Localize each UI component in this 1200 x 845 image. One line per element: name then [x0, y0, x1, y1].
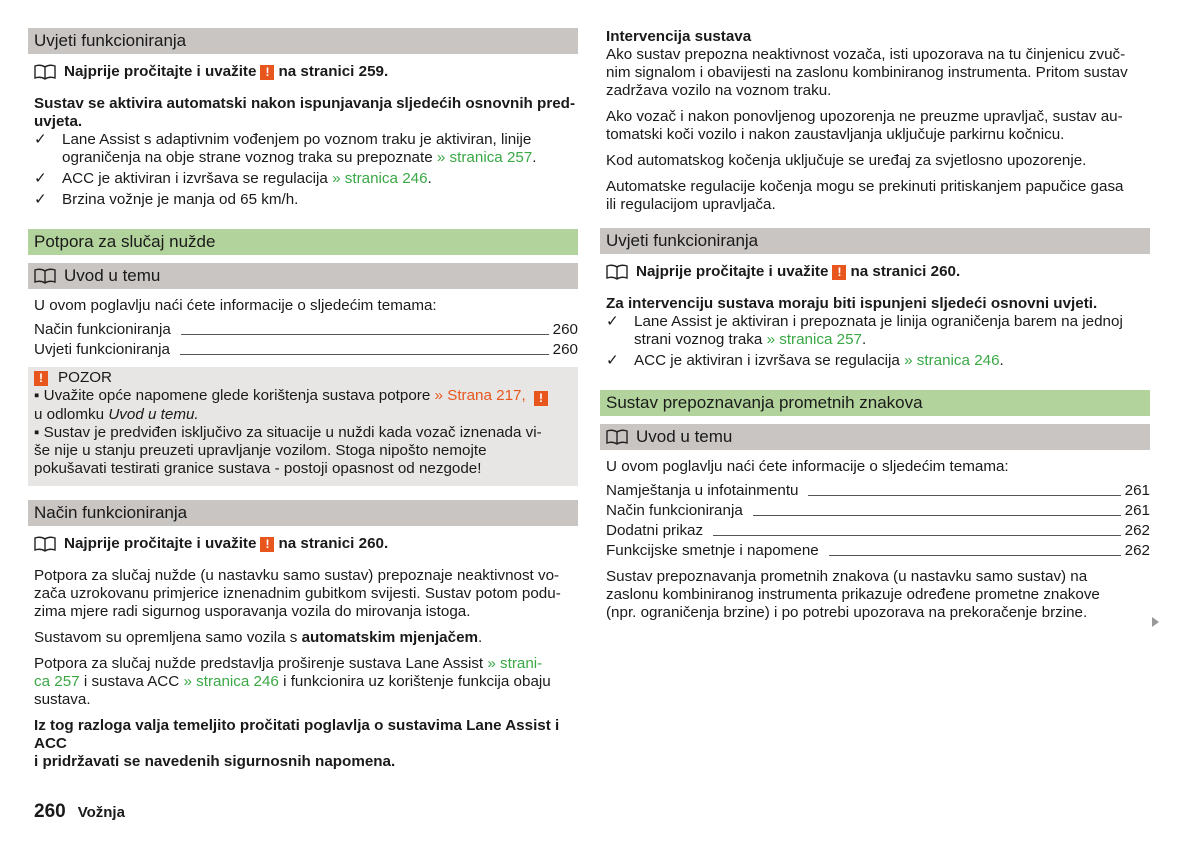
text-line: Potpora za slučaj nužde (u nastavku samo sustav) prepoznaje neaktivnost vo-	[34, 567, 560, 584]
period: .	[532, 149, 537, 166]
paragraph	[34, 567, 578, 621]
check-mark-icon: ✓	[34, 191, 47, 208]
warning-icon: !	[260, 65, 274, 80]
paragraph	[606, 568, 1150, 622]
warning-icon: !	[34, 371, 48, 386]
paragraph	[606, 108, 1150, 144]
section-heading: Uvjeti funkcioniranja	[28, 28, 578, 54]
bold-term: automatskim mjenjačem	[301, 629, 479, 646]
toc-list	[606, 480, 1150, 560]
toc-label: Način funkcioniranja	[34, 321, 171, 338]
check-text	[634, 313, 1123, 349]
reference-text: Najprije pročitajte i uvažite	[64, 535, 257, 552]
text-line: Iz tog razloga valja temeljito pročitati poglavlja o sustavima Lane Assist i ACC	[34, 717, 560, 752]
warning-icon: !	[260, 537, 274, 552]
conditions-bold: Za intervenciju sustava moraju biti ispunjeni sljedeći osnovni uvjeti.	[606, 295, 1098, 312]
topic-heading	[28, 263, 578, 289]
toc-leader	[180, 354, 549, 355]
page-link[interactable]: » stranica 246	[332, 170, 428, 187]
toc-label: Namještanja u infotainmentu	[606, 482, 799, 499]
book-icon	[34, 536, 56, 552]
check-item	[34, 170, 578, 188]
chapter-heading: Sustav prepoznavanja prometnih znakova	[600, 390, 1150, 416]
text-line: zaslonu kombiniranog instrumenta prikazuje određene prometne znakove	[606, 586, 1100, 603]
toc-page: 260	[552, 341, 578, 358]
check-line: ACC je aktiviran i izvršava se regulacija	[62, 170, 328, 187]
warning-title-text: POZOR	[58, 369, 113, 386]
text-line: tomatski koči vozilo i nakon zaustavljanja uključuje parkirnu kočnicu.	[606, 126, 1065, 143]
toc-leader	[808, 495, 1120, 496]
topic-heading-text: Uvod u temu	[64, 266, 161, 285]
reference-text: Najprije pročitajte i uvažite	[64, 63, 257, 80]
toc-label: Funkcijske smetnje i napomene	[606, 542, 819, 559]
toc-row[interactable]	[34, 339, 578, 359]
paragraph: Kod automatskog kočenja uključuje se uređaj za svjetlosno upozorenje.	[606, 152, 1087, 169]
toc-label: Uvjeti funkcioniranja	[34, 341, 170, 358]
toc-page: 262	[1124, 542, 1150, 559]
warning-icon: !	[832, 265, 846, 280]
warning-text: pokušavati testirati granice sustava - postoji opasnost od nezgode!	[34, 460, 482, 477]
toc-row[interactable]	[606, 500, 1150, 520]
continue-arrow-icon	[1152, 617, 1159, 627]
toc-intro: U ovom poglavlju naći ćete informacije o sljedećim temama:	[34, 297, 437, 314]
page-link[interactable]: » strani-	[487, 655, 543, 672]
check-mark-icon: ✓	[34, 170, 47, 187]
paragraph	[34, 655, 578, 709]
warning-icon: !	[534, 391, 548, 406]
toc-leader	[713, 535, 1121, 536]
chapter-heading: Potpora za slučaj nužde	[28, 229, 578, 255]
toc-label: Način funkcioniranja	[606, 502, 743, 519]
page-link[interactable]: » stranica 257	[436, 149, 533, 166]
page-link[interactable]: » stranica 257	[766, 331, 862, 348]
toc-leader	[753, 515, 1121, 516]
footer-section: Vožnja	[77, 804, 125, 821]
page-link[interactable]: ca 257	[34, 673, 80, 690]
check-item	[34, 131, 578, 167]
toc-page: 262	[1124, 522, 1150, 539]
toc-page: 260	[552, 321, 578, 338]
check-item	[606, 313, 1150, 349]
check-item	[34, 191, 578, 209]
reference-page-link[interactable]: na stranici 259.	[278, 63, 389, 80]
check-text	[634, 352, 1004, 370]
text-line: nim signalom i obavijesti na zaslonu kombiniranog instrumenta. Pritom sustav	[606, 64, 1128, 81]
paragraph	[606, 46, 1150, 100]
toc-list	[34, 319, 578, 359]
warning-bullet	[34, 424, 572, 478]
book-icon	[34, 268, 56, 284]
warning-text-italic: Uvod u temu.	[108, 406, 199, 423]
period: .	[478, 629, 483, 646]
toc-row[interactable]	[34, 319, 578, 339]
text-line: i funkcionira uz korištenje funkcija obaju	[283, 673, 551, 690]
text-line: Sustav prepoznavanja prometnih znakova (u nastavku samo sustav) na	[606, 568, 1088, 585]
check-text	[62, 131, 537, 167]
check-text: Brzina vožnje je manja od 65 km/h.	[62, 191, 299, 208]
intro-bold-line: uvjeta.	[34, 113, 83, 130]
reference-note	[34, 63, 578, 81]
toc-label: Dodatni prikaz	[606, 522, 704, 539]
reference-note	[606, 263, 1150, 281]
warning-text: ▪ Uvažite opće napomene glede korištenja sustava potpore	[34, 387, 431, 404]
right-column	[606, 28, 1150, 622]
warning-box	[28, 367, 578, 486]
check-line: strani voznog traka	[634, 331, 763, 348]
toc-row[interactable]	[606, 520, 1150, 540]
check-mark-icon: ✓	[606, 313, 619, 330]
reference-note	[34, 535, 578, 553]
paragraph-bold	[34, 717, 578, 771]
check-mark-icon: ✓	[34, 131, 47, 148]
text-line: zadržava vozilo na voznom traku.	[606, 82, 832, 99]
warning-text: še nije u stanju preuzeti upravljanje vozilom. Stoga nipošto nemojte	[34, 442, 487, 459]
check-line: Lane Assist s adaptivnim vođenjem po voznom traku je aktiviran, linije	[62, 131, 532, 148]
text-line: Automatske regulacije kočenja mogu se prekinuti pritiskanjem papučice gasa	[606, 178, 1124, 195]
paragraph	[34, 629, 578, 647]
text-line: (npr. ograničenja brzine) i po potrebi upozorava na prekoračenje brzine.	[606, 604, 1088, 621]
check-line: ograničenja na obje strane voznog traka su prepoznate	[62, 149, 433, 166]
period: .	[427, 170, 432, 187]
left-column	[34, 28, 578, 771]
check-line: ACC je aktiviran i izvršava se regulacija	[634, 352, 900, 369]
warning-text: ▪ Sustav je predviđen isključivo za situacije u nuždi kada vozač iznenada vi-	[34, 424, 542, 441]
toc-row[interactable]	[606, 540, 1150, 560]
page-number: 260	[34, 801, 66, 822]
toc-intro: U ovom poglavlju naći ćete informacije o sljedećim temama:	[606, 458, 1009, 475]
reference-page-link[interactable]: na stranici 260.	[850, 263, 961, 280]
text-line: Ako sustav prepozna neaktivnost vozača, isti upozorava na tu činjenicu zvuč-	[606, 46, 1126, 63]
text-line: sustava.	[34, 691, 91, 708]
check-text	[62, 170, 432, 188]
paragraph	[606, 178, 1150, 214]
toc-page: 261	[1124, 502, 1150, 519]
text-line: Potpora za slučaj nužde predstavlja proširenje sustava Lane Assist	[34, 655, 484, 672]
text-line: Sustavom su opremljena samo vozila s	[34, 629, 298, 646]
toc-leader	[181, 334, 549, 335]
check-line: Lane Assist je aktiviran i prepoznata je linija ograničenja barem na jednoj	[634, 313, 1123, 330]
reference-text: Najprije pročitajte i uvažite	[636, 263, 829, 280]
warning-title	[34, 369, 572, 387]
warning-bullet	[34, 387, 572, 424]
page-link[interactable]: » Strana 217,	[434, 387, 526, 404]
text-line: i sustava ACC	[83, 673, 180, 690]
intro-bold	[34, 95, 578, 131]
text-line: Ako vozač i nakon ponovljenog upozorenja ne preuzme upravljač, sustav au-	[606, 108, 1123, 125]
page-link[interactable]: » stranica 246	[904, 352, 1000, 369]
text-line: zača uzrokovanu primjerice iznenadnim gubitkom svijesti. Sustav potom podu-	[34, 585, 561, 602]
toc-leader	[829, 555, 1121, 556]
section-heading: Način funkcioniranja	[28, 500, 578, 526]
period: .	[861, 331, 867, 348]
section-heading: Uvjeti funkcioniranja	[600, 228, 1150, 254]
warning-text: u odlomku	[34, 406, 105, 423]
topic-heading	[600, 424, 1150, 450]
text-line: ili regulacijom upravljača.	[606, 196, 776, 213]
page-footer	[34, 803, 125, 822]
text-line: zima mjere radi sigurnog usporavanja vozila do mirovanja istoga.	[34, 603, 471, 620]
subheading: Intervencija sustava	[606, 28, 752, 45]
reference-page-link[interactable]: na stranici 260.	[278, 535, 389, 552]
text-line: i pridržavati se navedenih sigurnosnih napomena.	[34, 753, 396, 770]
topic-heading-text: Uvod u temu	[636, 427, 733, 446]
check-mark-icon: ✓	[606, 352, 619, 369]
toc-row[interactable]	[606, 480, 1150, 500]
period: .	[999, 352, 1004, 369]
toc-page: 261	[1124, 482, 1150, 499]
intro-bold-line: Sustav se aktivira automatski nakon ispunjavanja sljedećih osnovnih pred-	[34, 95, 576, 112]
book-icon	[606, 429, 628, 445]
book-icon	[34, 64, 56, 80]
page-link[interactable]: » stranica 246	[183, 673, 279, 690]
check-item	[606, 352, 1150, 370]
book-icon	[606, 264, 628, 280]
